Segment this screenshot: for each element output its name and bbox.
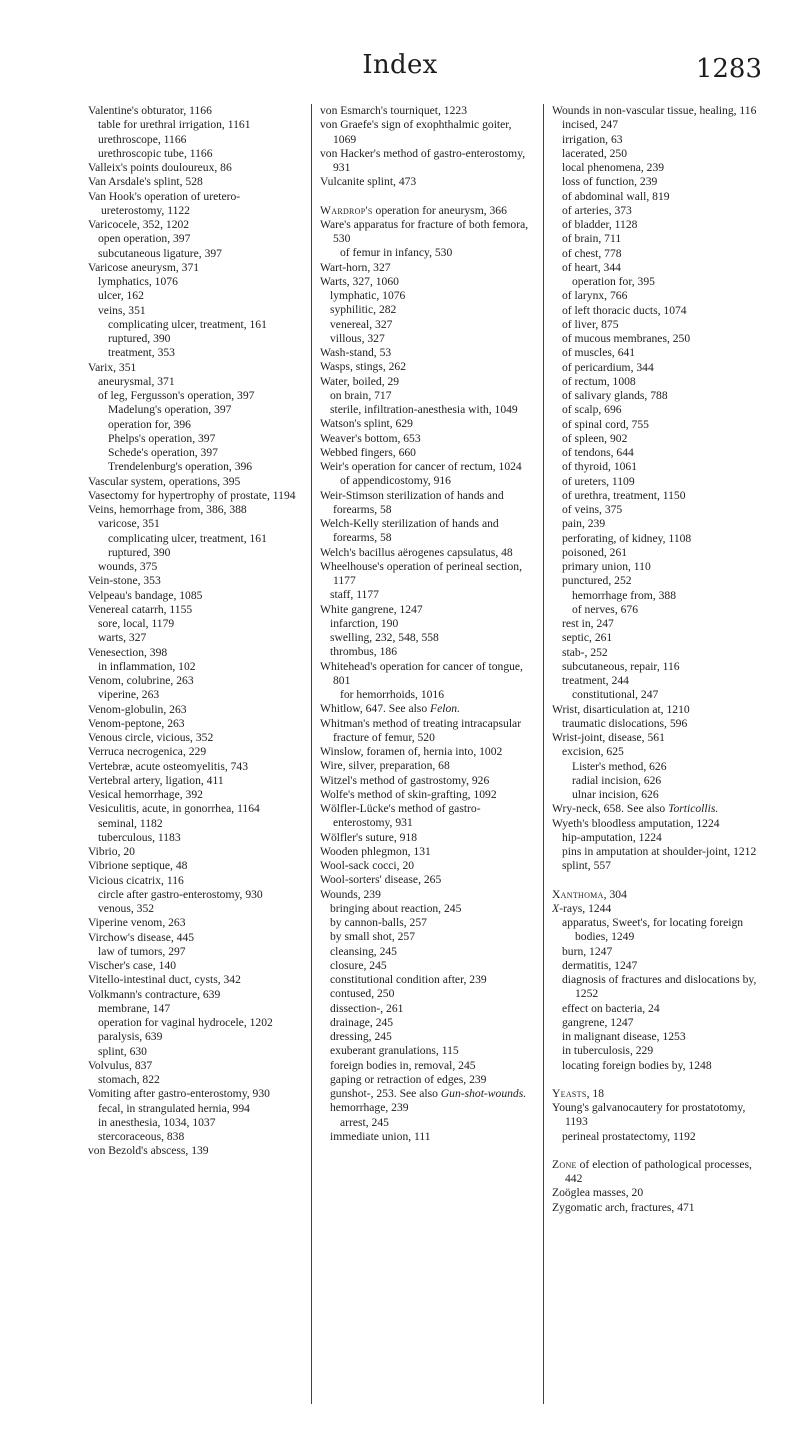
index-entry: Wounds in non-vascular tissue, healing, 116 — [552, 104, 757, 117]
index-entry: Wire, silver, preparation, 68 — [320, 759, 450, 773]
index-entry: of chest, 778 — [562, 246, 622, 260]
index-entry: table for urethral irrigation, 1161 — [98, 118, 251, 132]
index-entry: Water, boiled, 29 — [320, 374, 400, 388]
index-entry: viperine, 263 — [98, 688, 160, 702]
index-entry: Valentine's obturator, 1166 — [88, 104, 212, 117]
index-entry: subcutaneous ligature, 397 — [98, 246, 222, 260]
page-header — [0, 50, 800, 110]
index-entry: Vein-stone, 353 — [88, 574, 161, 588]
index-entry: of pericardium, 344 — [562, 360, 654, 374]
index-entry: Watson's splint, 629 — [320, 417, 413, 431]
index-entry: of nerves, 676 — [572, 602, 639, 616]
index-entry: Wooden phlegmon, 131 — [320, 844, 431, 858]
index-entry: Wasps, stings, 262 — [320, 360, 407, 374]
index-entry: arrest, 245 — [340, 1115, 389, 1129]
index-entry: dermatitis, 1247 — [562, 958, 638, 972]
index-entry: stab-, 252 — [562, 645, 608, 659]
index-entry: lymphatics, 1076 — [98, 275, 178, 288]
index-entry: syphilitic, 282 — [330, 303, 397, 317]
index-entry: traumatic dislocations, 596 — [562, 716, 688, 730]
index-entry: Zone of election of pathological processes, 442 — [552, 1157, 752, 1185]
index-entry: perforating, of kidney, 1108 — [562, 531, 692, 545]
index-entry: Wölfler's suture, 918 — [320, 830, 418, 844]
index-entry: Whitehead's operation for cancer of tongue, 801 — [320, 659, 523, 687]
index-entry: warts, 327 — [98, 631, 147, 645]
index-entry: immediate union, 111 — [330, 1129, 431, 1143]
index-entry: Wolfe's method of skin-grafting, 1092 — [320, 787, 497, 801]
index-entry: Vertebræ, acute osteomyelitis, 743 — [88, 759, 249, 773]
index-entry: Van Arsdale's splint, 528 — [88, 175, 203, 189]
index-entry: poisoned, 261 — [562, 545, 628, 559]
index-entry: in tuberculosis, 229 — [562, 1044, 654, 1058]
index-entry: Volkmann's contracture, 639 — [88, 987, 221, 1001]
index-entry: dissection-, 261 — [330, 1001, 404, 1015]
index-entry: Wash-stand, 53 — [320, 346, 392, 359]
column-divider — [311, 104, 312, 1404]
index-entry: punctured, 252 — [562, 574, 632, 588]
index-entry: circle after gastro-enterostomy, 930 — [98, 887, 263, 901]
index-entry: Veins, hemorrhage from, 386, 388 — [88, 503, 247, 516]
index-entry: von Bezold's abscess, 139 — [88, 1144, 209, 1158]
index-entry: complicating ulcer, treatment, 161 — [108, 531, 267, 545]
index-entry: Warts, 327, 1060 — [320, 274, 399, 288]
index-entry: in anesthesia, 1034, 1037 — [98, 1115, 216, 1129]
index-entry: law of tumors, 297 — [98, 944, 186, 958]
index-entry: Virchow's disease, 445 — [88, 930, 195, 944]
index-entry: of abdominal wall, 819 — [562, 189, 670, 203]
index-entry: of muscles, 641 — [562, 346, 636, 360]
index-entry: Vesiculitis, acute, in gonorrhea, 1164 — [88, 802, 260, 816]
index-entry: excision, 625 — [562, 745, 624, 759]
index-entry: Vibrio, 20 — [88, 845, 135, 858]
index-entry: Vomiting after gastro-enterostomy, 930 — [88, 1087, 270, 1101]
index-entry: of urethra, treatment, 1150 — [562, 488, 686, 502]
index-entry: of scalp, 696 — [562, 403, 622, 417]
index-entry: Wyeth's bloodless amputation, 1224 — [552, 816, 720, 830]
index-entry: of mucous membranes, 250 — [562, 332, 691, 345]
index-entry: contused, 250 — [330, 987, 395, 1001]
index-entry: constitutional, 247 — [572, 688, 659, 702]
index-entry: Young's galvanocautery for prostatotomy, 1193 — [552, 1101, 746, 1129]
index-entry: Vasectomy for hypertrophy of prostate, 1194 — [88, 488, 296, 502]
index-entry: operation for, 396 — [108, 417, 191, 431]
index-entry: of leg, Fergusson's operation, 397 — [98, 389, 255, 402]
index-entry: Venom-globulin, 263 — [88, 702, 187, 716]
index-entry: loss of function, 239 — [562, 175, 658, 189]
index-entry: of tendons, 644 — [562, 446, 634, 459]
index-entry: ruptured, 390 — [108, 332, 171, 345]
index-entry: wounds, 375 — [98, 560, 158, 573]
index-entry: Madelung's operation, 397 — [108, 403, 232, 417]
index-entry: primary union, 110 — [562, 560, 651, 573]
index-entry: treatment, 244 — [562, 674, 629, 687]
index-entry: aneurysmal, 371 — [98, 374, 175, 388]
index-entry: Whitman's method of treating intracapsular fracture of femur, 520 — [320, 716, 522, 744]
index-entry: Schede's operation, 397 — [108, 446, 218, 459]
index-entry: Wounds, 239 — [320, 887, 381, 901]
index-entry: villous, 327 — [330, 331, 385, 345]
index-entry: fecal, in strangulated hernia, 994 — [98, 1101, 250, 1115]
index-entry: splint, 630 — [98, 1044, 147, 1058]
index-entry: Varix, 351 — [88, 360, 137, 374]
index-entry: Webbed fingers, 660 — [320, 445, 416, 459]
index-entry: of arteries, 373 — [562, 203, 632, 217]
index-entry: Welch-Kelly sterilization of hands and forearms, 58 — [320, 517, 499, 545]
index-entry: swelling, 232, 548, 558 — [330, 631, 439, 644]
index-entry: Venom-peptone, 263 — [88, 716, 185, 730]
index-entry: Wheelhouse's operation of perineal section, 1177 — [320, 559, 523, 587]
index-entry: hip-amputation, 1224 — [562, 830, 662, 844]
index-entry: von Graefe's sign of exophthalmic goiter, 1069 — [320, 118, 512, 146]
index-entry: Van Hook's operation of uretero-ureterostomy, 1122 — [88, 189, 241, 217]
index-entry: Vascular system, operations, 395 — [88, 474, 241, 488]
index-entry: hemorrhage from, 388 — [572, 588, 676, 602]
index-entry: Weir's operation for cancer of rectum, 1024 — [320, 460, 522, 473]
index-entry: Yeasts, 18 — [552, 1086, 605, 1100]
index-entry: treatment, 353 — [108, 346, 175, 360]
index-entry: urethroscope, 1166 — [98, 132, 187, 146]
index-entry: urethroscopic tube, 1166 — [98, 146, 213, 160]
index-entry: ulnar incision, 626 — [572, 788, 659, 801]
index-entry: complicating ulcer, treatment, 161 — [108, 317, 267, 331]
index-entry: of bladder, 1128 — [562, 218, 638, 231]
index-entry: tuberculous, 1183 — [98, 830, 181, 844]
index-entry: Ware's apparatus for fracture of both femora, 530 — [320, 217, 529, 245]
index-entry: Wrist-joint, disease, 561 — [552, 731, 665, 744]
index-entry: drainage, 245 — [330, 1015, 394, 1029]
index-entry: of ureters, 1109 — [562, 474, 635, 488]
index-entry: bringing about reaction, 245 — [330, 901, 462, 915]
index-entry: Trendelenburg's operation, 396 — [108, 460, 253, 474]
index-entry: paralysis, 639 — [98, 1030, 163, 1044]
index-entry: hemorrhage, 239 — [330, 1101, 409, 1115]
index-entry: of heart, 344 — [562, 260, 621, 274]
index-entry: operation for vaginal hydrocele, 1202 — [98, 1016, 273, 1029]
index-entry: Valleix's points douloureux, 86 — [88, 161, 232, 174]
index-entry: of appendicostomy, 916 — [340, 474, 451, 488]
index-entry: lymphatic, 1076 — [330, 289, 406, 302]
index-entry: gangrene, 1247 — [562, 1015, 634, 1029]
index-entry: operation for, 395 — [572, 275, 655, 288]
index-entry: Whitlow, 647. See also Felon. — [320, 702, 460, 716]
index-entry: Venom, colubrine, 263 — [88, 674, 194, 687]
index-entry: Vitello-intestinal duct, cysts, 342 — [88, 973, 241, 987]
index-entry: effect on bacteria, 24 — [562, 1001, 660, 1015]
index-entry: diagnosis of fractures and dislocations by, 1252 — [562, 973, 757, 1001]
index-entry: Phelps's operation, 397 — [108, 431, 216, 445]
index-entry: Wardrop's operation for aneurysm, 366 — [320, 203, 507, 217]
index-entry: on brain, 717 — [330, 388, 392, 402]
index-entry: stercoraceous, 838 — [98, 1130, 185, 1143]
index-entry: stomach, 822 — [98, 1073, 160, 1086]
index-entry: open operation, 397 — [98, 232, 191, 246]
index-entry: Zygomatic arch, fractures, 471 — [552, 1200, 695, 1214]
page-title: Index — [362, 50, 438, 80]
index-entry: of thyroid, 1061 — [562, 460, 638, 474]
index-entry: White gangrene, 1247 — [320, 602, 423, 616]
index-entry: of larynx, 766 — [562, 289, 628, 303]
index-entry: Varicocele, 352, 1202 — [88, 218, 190, 231]
index-entry: Weaver's bottom, 653 — [320, 431, 421, 445]
index-entry: gunshot-, 253. See also Gun-shot-wounds. — [330, 1087, 527, 1100]
index-entry: Vulcanite splint, 473 — [320, 175, 417, 189]
index-entry: Welch's bacillus aërogenes capsulatus, 48 — [320, 545, 513, 559]
index-entry: Varicose aneurysm, 371 — [88, 260, 200, 274]
index-entry: von Esmarch's tourniquet, 1223 — [320, 104, 467, 117]
index-entry: perineal prostatectomy, 1192 — [562, 1129, 696, 1143]
index-columns — [88, 104, 776, 1424]
index-entry: Velpeau's bandage, 1085 — [88, 588, 203, 602]
index-entry: radial incision, 626 — [572, 773, 662, 787]
index-entry: for hemorrhoids, 1016 — [340, 688, 445, 701]
index-entry: Vertebral artery, ligation, 411 — [88, 773, 224, 787]
index-entry: Wart-horn, 327 — [320, 260, 391, 274]
index-entry: Vischer's case, 140 — [88, 959, 176, 972]
index-entry: ruptured, 390 — [108, 545, 171, 559]
index-entry: of brain, 711 — [562, 232, 622, 246]
index-entry: apparatus, Sweet's, for locating foreign bodies, 1249 — [562, 916, 744, 944]
index-entry: Venesection, 398 — [88, 645, 168, 659]
index-entry: constitutional condition after, 239 — [330, 973, 487, 986]
index-entry: Wrist, disarticulation at, 1210 — [552, 702, 690, 716]
index-entry: Vesical hemorrhage, 392 — [88, 788, 203, 801]
index-entry: pain, 239 — [562, 517, 606, 531]
index-entry: closure, 245 — [330, 958, 387, 972]
index-entry: in malignant disease, 1253 — [562, 1030, 686, 1043]
index-entry: of liver, 875 — [562, 317, 619, 331]
index-entry: of left thoracic ducts, 1074 — [562, 303, 687, 317]
index-entry: venous, 352 — [98, 902, 155, 915]
index-entry: Viperine venom, 263 — [88, 916, 186, 930]
index-entry: of spinal cord, 755 — [562, 417, 649, 431]
index-entry: Verruca necrogenica, 229 — [88, 745, 207, 759]
index-entry: Vibrione septique, 48 — [88, 859, 188, 873]
index-entry: Xanthoma, 304 — [552, 887, 627, 901]
index-entry: Wool-sack cocci, 20 — [320, 859, 415, 872]
index-entry: Vicious cicatrix, 116 — [88, 873, 184, 887]
index-entry: varicose, 351 — [98, 517, 160, 531]
index-entry: foreign bodies in, removal, 245 — [330, 1058, 476, 1072]
index-entry: local phenomena, 239 — [562, 161, 665, 174]
index-entry: Venereal catarrh, 1155 — [88, 602, 193, 616]
index-column-1 — [88, 104, 303, 1424]
index-entry: of salivary glands, 788 — [562, 389, 668, 402]
index-entry: Volvulus, 837 — [88, 1058, 153, 1072]
index-entry: exuberant granulations, 115 — [330, 1044, 459, 1058]
index-entry: of femur in infancy, 530 — [340, 246, 453, 260]
index-entry: lacerated, 250 — [562, 146, 628, 160]
index-entry: Weir-Stimson sterilization of hands and forearms, 58 — [320, 488, 504, 516]
index-entry: venereal, 327 — [330, 317, 393, 331]
index-entry: thrombus, 186 — [330, 645, 397, 659]
index-entry: subcutaneous, repair, 116 — [562, 659, 680, 673]
index-entry: cleansing, 245 — [330, 944, 397, 958]
index-entry: infarction, 190 — [330, 616, 399, 630]
index-entry: burn, 1247 — [562, 944, 613, 958]
index-entry: locating foreign bodies by, 1248 — [562, 1058, 712, 1072]
index-entry: staff, 1177 — [330, 588, 379, 602]
index-entry: Lister's method, 626 — [572, 759, 667, 773]
index-column-3 — [552, 104, 767, 1424]
index-entry: veins, 351 — [98, 303, 146, 317]
index-entry: by small shot, 257 — [330, 930, 416, 944]
index-entry: septic, 261 — [562, 631, 613, 645]
index-entry: sore, local, 1179 — [98, 617, 175, 630]
index-entry: gaping or retraction of edges, 239 — [330, 1072, 487, 1086]
index-column-2 — [320, 104, 535, 1424]
index-entry: in inflammation, 102 — [98, 659, 196, 673]
index-entry: dressing, 245 — [330, 1030, 392, 1043]
index-entry: of spleen, 902 — [562, 431, 628, 445]
index-entry: of veins, 375 — [562, 503, 623, 516]
index-entry: pins in amputation at shoulder-joint, 1212 — [562, 845, 757, 858]
index-entry: ulcer, 162 — [98, 289, 144, 303]
index-entry: Wool-sorters' disease, 265 — [320, 873, 442, 887]
index-entry: of rectum, 1008 — [562, 374, 636, 388]
index-entry: von Hacker's method of gastro-enterostomy, 931 — [320, 146, 526, 174]
column-divider — [543, 104, 544, 1404]
index-entry: Venous circle, vicious, 352 — [88, 731, 214, 744]
index-entry: membrane, 147 — [98, 1001, 171, 1015]
index-entry: irrigation, 63 — [562, 132, 623, 146]
index-entry: rest in, 247 — [562, 617, 614, 630]
index-entry: X-rays, 1244 — [552, 901, 612, 915]
page-number: 1283 — [695, 54, 762, 84]
index-entry: seminal, 1182 — [98, 816, 163, 830]
index-entry: Wölfler-Lücke's method of gastro-enterostomy, 931 — [320, 802, 481, 830]
index-entry: Winslow, foramen of, hernia into, 1002 — [320, 745, 503, 758]
index-entry: incised, 247 — [562, 118, 619, 132]
index-entry: sterile, infiltration-anesthesia with, 1049 — [330, 403, 518, 416]
index-entry: Witzel's method of gastrostomy, 926 — [320, 773, 490, 787]
index-entry: by cannon-balls, 257 — [330, 916, 427, 929]
index-entry: splint, 557 — [562, 859, 611, 873]
index-entry: Zoöglea masses, 20 — [552, 1186, 644, 1200]
index-entry: Wry-neck, 658. See also Torticollis. — [552, 802, 719, 816]
